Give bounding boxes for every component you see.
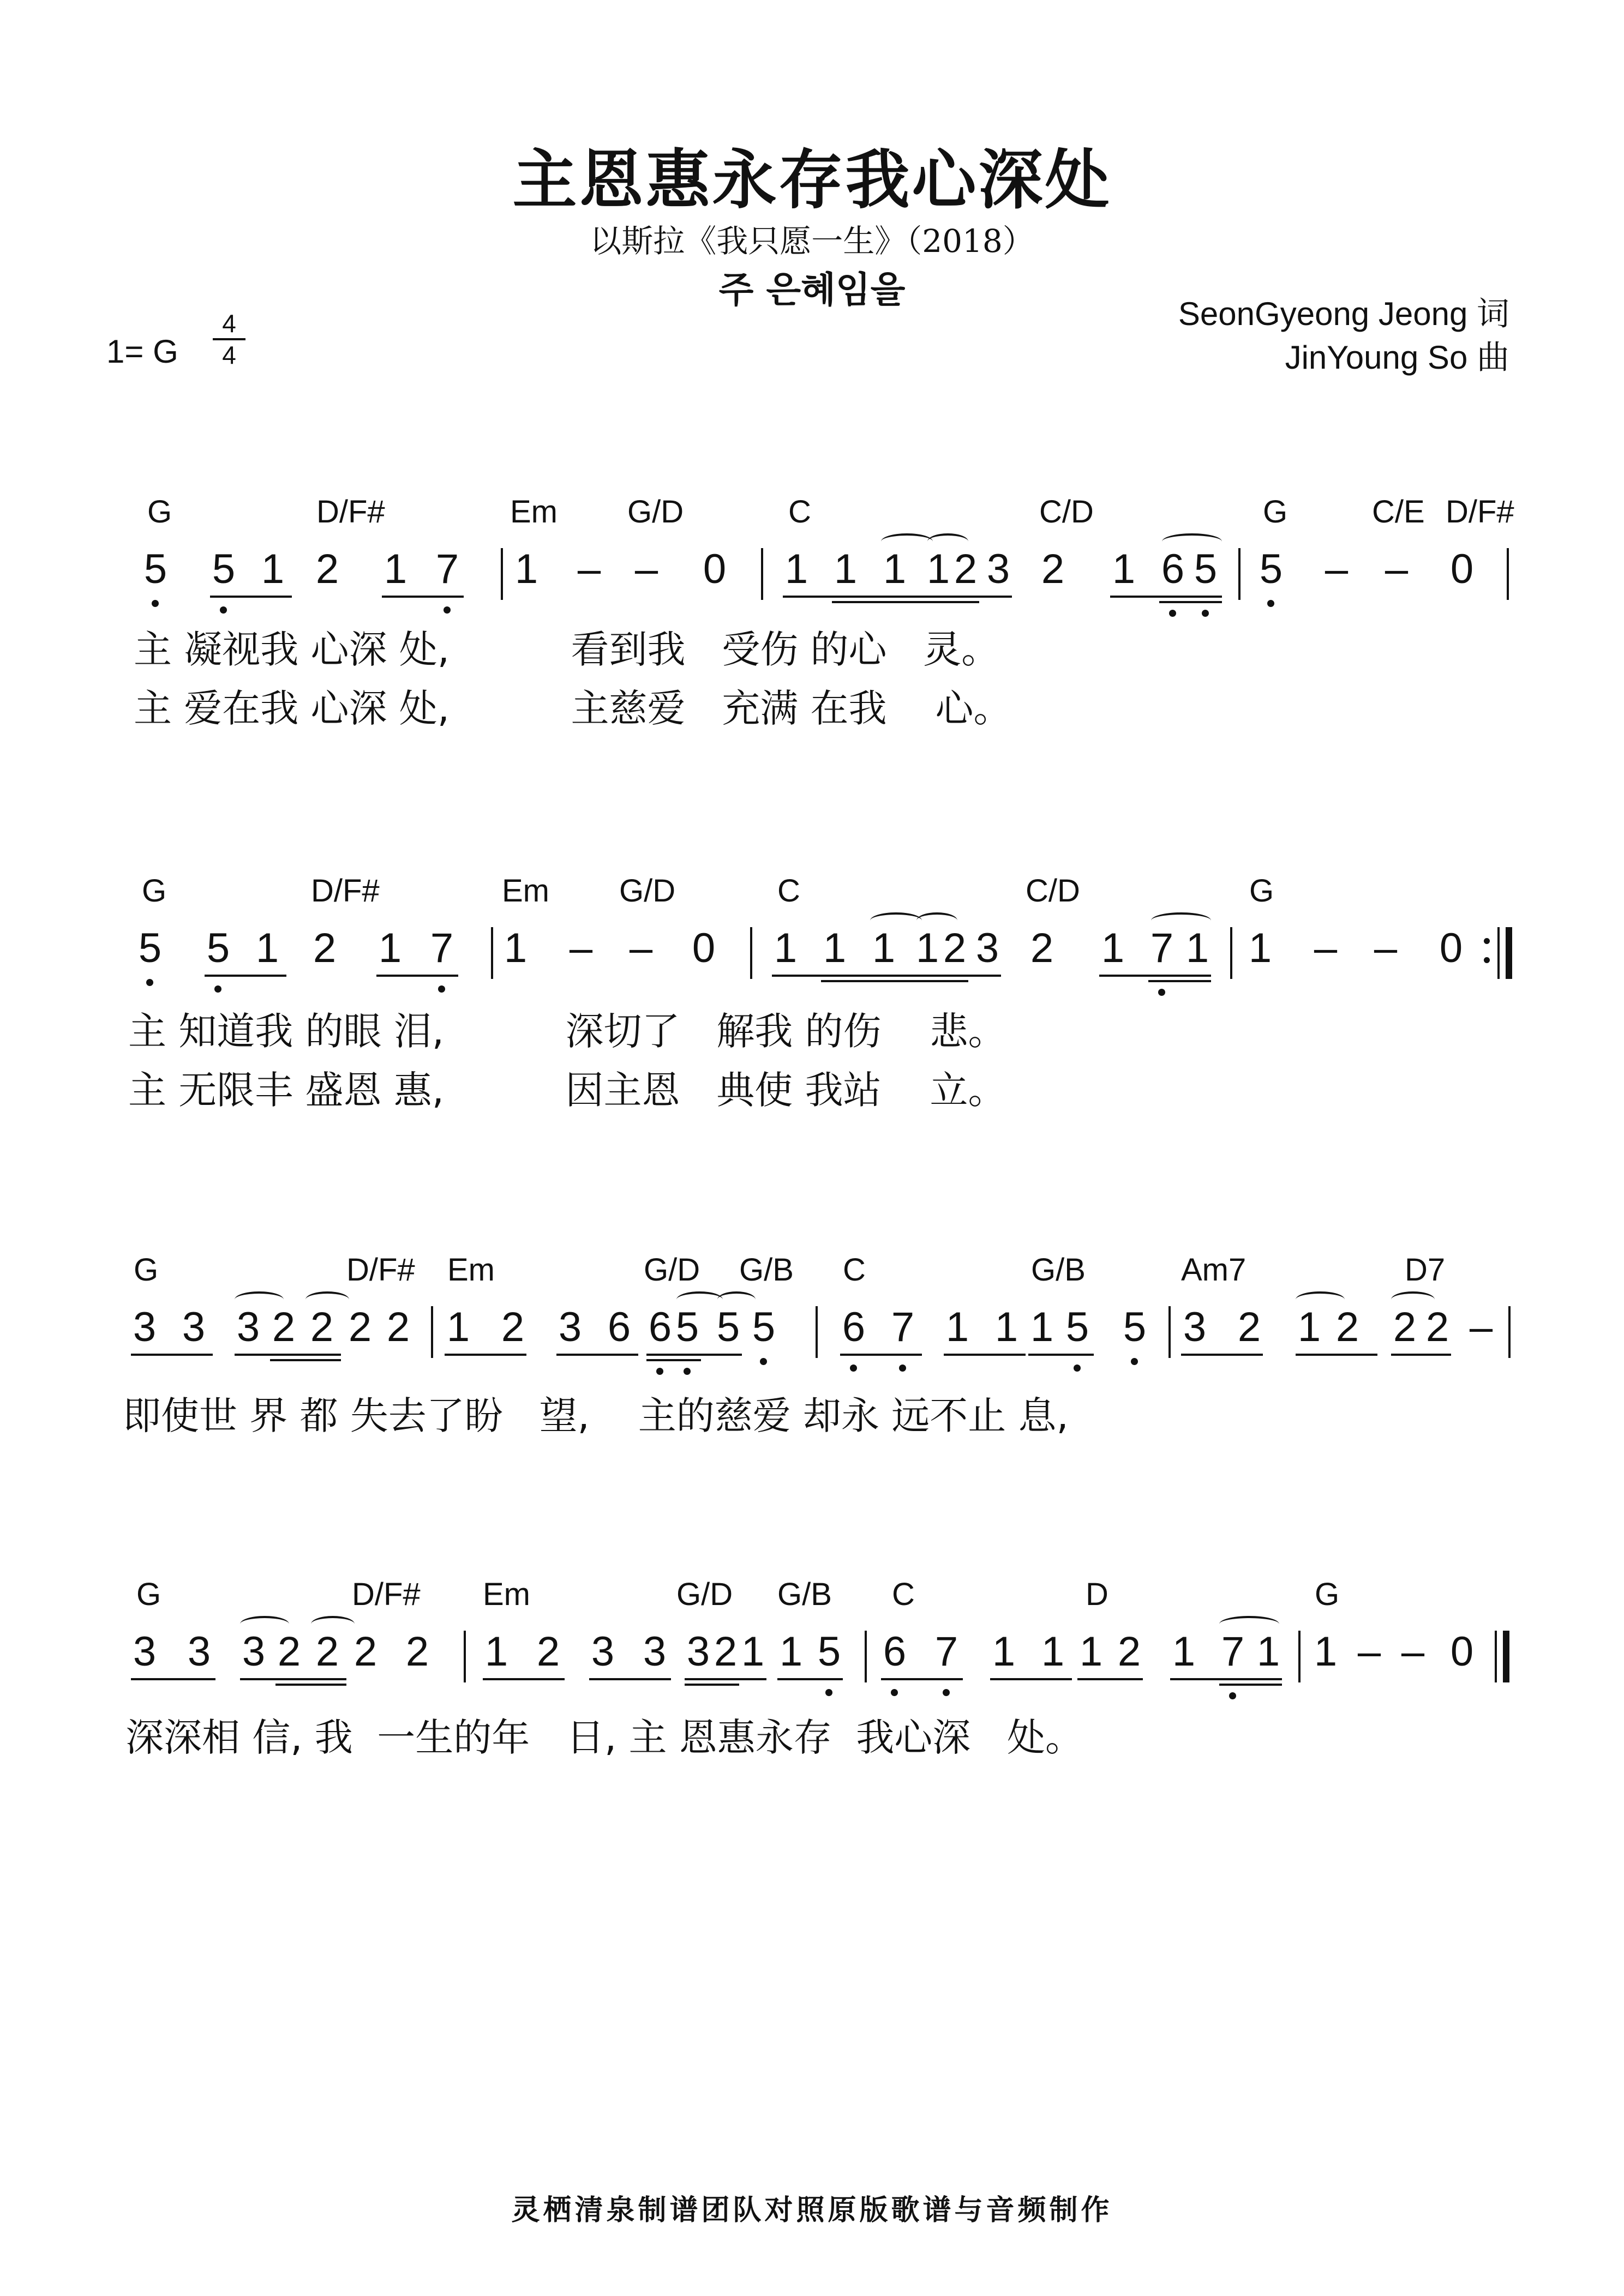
beam [376, 975, 458, 977]
tie [235, 1291, 284, 1308]
note: 5 [212, 546, 236, 592]
note: 3 [591, 1628, 615, 1675]
octave-dot [146, 979, 153, 986]
note: 6 [883, 1628, 907, 1675]
note: 2 [386, 1304, 410, 1350]
note: 3 [975, 925, 999, 971]
note: 3 [558, 1304, 582, 1350]
note: 1 [1041, 1628, 1065, 1675]
note: 3 [1183, 1304, 1207, 1350]
song-subtitle: 以斯拉《我只愿一生》（2018） [590, 223, 1034, 260]
barline [816, 1306, 818, 1358]
chord: C/D [1039, 494, 1094, 530]
barline [1507, 548, 1509, 600]
chord: D/F# [311, 873, 380, 909]
barline [501, 548, 503, 600]
lyric-line: 主 爱在我 心深 处, 主慈爱 充满 在我 心。 [134, 686, 1012, 731]
note: 2 [405, 1628, 429, 1675]
note: 5 [143, 546, 167, 592]
octave-dot [760, 1358, 767, 1365]
chord: C [892, 1577, 915, 1612]
note: 1 [514, 546, 538, 592]
chord: G [134, 1252, 159, 1288]
chord: G [1249, 873, 1274, 909]
beam [1219, 1684, 1282, 1686]
note: – [577, 546, 601, 592]
repeat-dot [1484, 938, 1490, 944]
final-barline [1503, 1631, 1509, 1682]
beam [685, 1684, 739, 1686]
repeat-end-barline [1506, 927, 1512, 979]
note: 3 [133, 1304, 157, 1350]
note: 1 [484, 1628, 508, 1675]
note: 1 [784, 546, 808, 592]
beam [1296, 1354, 1377, 1356]
tie [240, 1616, 289, 1632]
note: 7 [1221, 1628, 1245, 1675]
octave-dot [1202, 610, 1209, 617]
chord: D/F# [346, 1252, 415, 1288]
beam [131, 1678, 215, 1680]
note: 1 [1079, 1628, 1103, 1675]
note: – [1325, 546, 1349, 592]
composer-credit: JinYoung So 曲 [1285, 339, 1509, 376]
octave-dot [1267, 600, 1274, 607]
barline [1238, 548, 1241, 600]
note: 3 [986, 546, 1010, 592]
beam [840, 1354, 922, 1356]
tie [717, 1291, 756, 1308]
beam [646, 1359, 701, 1361]
chord: G [147, 494, 172, 530]
beam [240, 1678, 346, 1680]
repeat-dot [1484, 957, 1490, 963]
note: 1 [1297, 1304, 1321, 1350]
chord: G [142, 873, 167, 909]
beam [445, 1354, 526, 1356]
note: 5 [1259, 546, 1283, 592]
barline [750, 927, 752, 979]
octave-dot [438, 985, 445, 993]
note: – [1357, 1628, 1381, 1675]
note: 1 [872, 925, 896, 971]
tie [1151, 912, 1211, 929]
barline [1508, 1306, 1511, 1358]
octave-dot [1158, 989, 1165, 996]
chord: D/F# [352, 1577, 421, 1612]
beam [914, 975, 1001, 977]
beam [1391, 1354, 1451, 1356]
chord: G/D [627, 494, 684, 530]
note: 2 [277, 1628, 301, 1675]
chord: D/F# [1446, 494, 1514, 530]
note: – [569, 925, 593, 971]
notes-row [0, 1303, 1624, 1363]
note: 1 [945, 1304, 969, 1350]
barline [491, 927, 493, 979]
note: 7 [1150, 925, 1174, 971]
time-sig-top: 4 [222, 309, 236, 338]
barline [1230, 927, 1232, 979]
note: – [1314, 925, 1338, 971]
tie [311, 1616, 355, 1632]
note: – [634, 546, 658, 592]
note: 1 [378, 925, 402, 971]
note: 1 [1030, 1304, 1054, 1350]
time-signature [213, 310, 245, 369]
beam [270, 1359, 341, 1361]
beam [925, 596, 1012, 598]
tie [305, 1291, 349, 1308]
note: 1 [446, 1304, 470, 1350]
chord: C/E [1372, 494, 1425, 530]
notes-row [0, 1628, 1624, 1688]
chord: D7 [1405, 1252, 1446, 1288]
note: 3 [686, 1628, 710, 1675]
octave-dot [899, 1365, 906, 1372]
tie [870, 912, 922, 929]
chord: C [788, 494, 811, 530]
beam [275, 1684, 346, 1686]
chord: G/D [676, 1577, 733, 1612]
note: 1 [926, 546, 950, 592]
tie [1162, 533, 1222, 550]
note: 7 [891, 1304, 915, 1350]
note: 2 [353, 1628, 377, 1675]
beam [914, 980, 968, 982]
note: 1 [774, 925, 798, 971]
note: 5 [206, 925, 230, 971]
barline [1495, 1631, 1497, 1682]
beam [646, 1354, 742, 1356]
beam [772, 975, 930, 977]
beam [1170, 1678, 1282, 1680]
note: 5 [1065, 1304, 1089, 1350]
octave-dot [1229, 1692, 1236, 1699]
tie [881, 533, 933, 550]
lyric-line: 主 知道我 的眼 泪, 深切了 解我 的伤 悲。 [128, 1009, 1006, 1054]
note: 3 [643, 1628, 667, 1675]
note: 1 [992, 1628, 1016, 1675]
beam [210, 596, 292, 598]
octave-dot [152, 600, 159, 607]
lyric-line: 即使世 界 都 失去了盼 望, 主的慈爱 却永 远不止 息, [123, 1393, 1069, 1438]
chord: D/F# [316, 494, 385, 530]
chord: G [136, 1577, 161, 1612]
beam [483, 1678, 565, 1680]
note: 3 [187, 1628, 211, 1675]
tie [676, 1291, 723, 1308]
chord: G/B [739, 1252, 794, 1288]
chord: Em [510, 494, 558, 530]
note: 1 [504, 925, 528, 971]
beam [1181, 1354, 1263, 1356]
chord: D [1086, 1577, 1108, 1612]
chord: G [1263, 494, 1288, 530]
beam [783, 596, 941, 598]
note: 1 [915, 925, 939, 971]
note: 0 [1450, 1628, 1474, 1675]
beam [1077, 1678, 1143, 1680]
beam [205, 975, 286, 977]
note: 7 [435, 546, 459, 592]
beam [1148, 980, 1211, 982]
note: 1 [261, 546, 285, 592]
chord: Em [447, 1252, 495, 1288]
note: 0 [1439, 925, 1463, 971]
barline [865, 1631, 867, 1682]
note: 2 [536, 1628, 560, 1675]
note: 1 [1101, 925, 1125, 971]
footer-credit: 灵栖清泉制谱团队对照原版歌谱与音频制作 [511, 2193, 1113, 2227]
note: 2 [714, 1628, 738, 1675]
note: 1 [883, 546, 907, 592]
chord: G/D [619, 873, 676, 909]
beam [1099, 975, 1211, 977]
note: 1 [741, 1628, 765, 1675]
note: 0 [703, 546, 727, 592]
beam [382, 596, 464, 598]
note: 2 [954, 546, 978, 592]
note: 2 [310, 1304, 334, 1350]
beam [1159, 601, 1222, 603]
chord: C [777, 873, 800, 909]
octave-dot [656, 1368, 663, 1375]
note: 6 [842, 1304, 866, 1350]
octave-dot [444, 606, 451, 614]
beam [881, 1678, 963, 1680]
octave-dot [850, 1365, 857, 1372]
chord: Em [483, 1577, 530, 1612]
note: 5 [675, 1304, 699, 1350]
note: 2 [943, 925, 967, 971]
note: – [629, 925, 653, 971]
note: 1 [823, 925, 847, 971]
note: 2 [313, 925, 337, 971]
note: 1 [1112, 546, 1136, 592]
note: 1 [994, 1304, 1018, 1350]
note: 1 [779, 1628, 803, 1675]
note: 5 [1194, 546, 1218, 592]
note: 6 [648, 1304, 672, 1350]
note: 2 [315, 546, 339, 592]
note: 3 [182, 1304, 206, 1350]
barline [761, 548, 763, 600]
notes-row [0, 545, 1624, 605]
octave-dot [943, 1689, 950, 1696]
note: – [1401, 1628, 1425, 1675]
octave-dot [891, 1689, 898, 1696]
note: 3 [242, 1628, 266, 1675]
note: 5 [716, 1304, 740, 1350]
note: 7 [430, 925, 454, 971]
note: 5 [752, 1304, 776, 1350]
note: 6 [1161, 546, 1185, 592]
note: 1 [1248, 925, 1272, 971]
note: 6 [607, 1304, 631, 1350]
lyric-line: 主 凝视我 心深 处, 看到我 受伤 的心 灵。 [134, 627, 1000, 672]
note: – [1374, 925, 1398, 971]
tie [1391, 1291, 1435, 1308]
chord: Em [502, 873, 549, 909]
chord: G/D [644, 1252, 700, 1288]
note: 3 [236, 1304, 260, 1350]
korean-title: 주 은혜임을 [718, 269, 906, 311]
barline [1497, 927, 1500, 979]
note: 3 [133, 1628, 157, 1675]
lyric-line: 主 无限丰 盛恩 惠, 因主恩 典使 我站 立。 [128, 1068, 1006, 1113]
note: 2 [1117, 1628, 1141, 1675]
note: 5 [1123, 1304, 1147, 1350]
barline [464, 1631, 466, 1682]
note: 1 [383, 546, 408, 592]
barline [431, 1306, 433, 1358]
chord: G/B [777, 1577, 832, 1612]
barline [1168, 1306, 1171, 1358]
note: 0 [692, 925, 716, 971]
beam [1028, 1354, 1094, 1356]
note: 2 [1393, 1304, 1417, 1350]
octave-dot [1169, 610, 1176, 617]
beam [777, 1678, 843, 1680]
time-sig-bottom: 4 [222, 341, 236, 369]
beam [944, 1354, 1026, 1356]
note: 7 [934, 1628, 958, 1675]
note: 0 [1450, 546, 1474, 592]
note: 2 [1425, 1304, 1449, 1350]
note: 5 [817, 1628, 841, 1675]
note: 1 [1185, 925, 1209, 971]
note: – [1469, 1304, 1493, 1350]
key-signature: 1= G [106, 333, 178, 370]
beam [925, 601, 979, 603]
note: 2 [1335, 1304, 1359, 1350]
lyricist-credit: SeonGyeong Jeong 词 [1178, 296, 1509, 332]
beam [1110, 596, 1222, 598]
beam [556, 1354, 638, 1356]
octave-dot [220, 606, 227, 614]
barline [1298, 1631, 1301, 1682]
tie [916, 912, 957, 929]
song-title: 主恩惠永存我心深处 [512, 142, 1112, 218]
octave-dot [214, 985, 221, 993]
beam [131, 1354, 213, 1356]
note: 2 [348, 1304, 372, 1350]
tie [927, 533, 968, 550]
chord: C/D [1026, 873, 1080, 909]
chord: C [843, 1252, 866, 1288]
note: 1 [255, 925, 279, 971]
octave-dot [1074, 1365, 1081, 1372]
lyric-line: 深深相 信, 我 一生的年 日, 主 恩惠永存 我心深 处。 [125, 1715, 1084, 1760]
beam [589, 1678, 671, 1680]
note: 1 [1314, 1628, 1338, 1675]
octave-dot [684, 1368, 691, 1375]
tie [1219, 1616, 1279, 1632]
beam [235, 1354, 341, 1356]
note: 2 [272, 1304, 296, 1350]
chord: G [1315, 1577, 1340, 1612]
note: 5 [138, 925, 162, 971]
note: 2 [1030, 925, 1054, 971]
beam [990, 1678, 1072, 1680]
tie [1296, 1291, 1345, 1308]
note: – [1385, 546, 1409, 592]
chord: Am7 [1181, 1252, 1247, 1288]
note: 2 [1237, 1304, 1261, 1350]
beam [685, 1678, 766, 1680]
note: 1 [1172, 1628, 1196, 1675]
notes-row [0, 924, 1624, 984]
chord: G/B [1031, 1252, 1086, 1288]
note: 2 [501, 1304, 525, 1350]
note: 2 [315, 1628, 339, 1675]
octave-dot [825, 1689, 832, 1696]
note: 1 [1256, 1628, 1280, 1675]
note: 2 [1041, 546, 1065, 592]
note: 1 [834, 546, 858, 592]
octave-dot [1131, 1358, 1138, 1365]
